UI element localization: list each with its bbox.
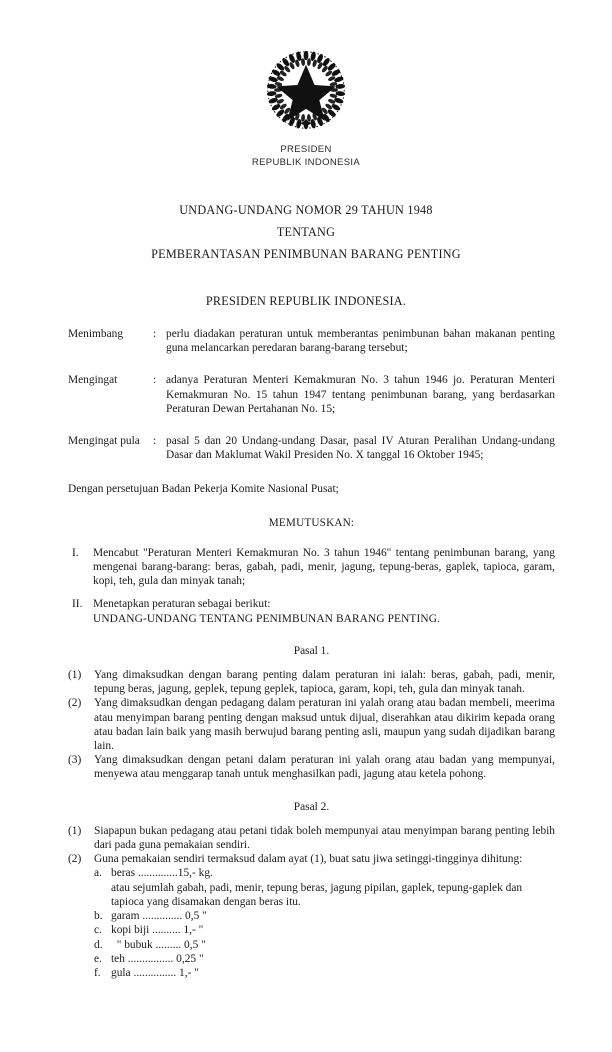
item-marker: (2) — [68, 697, 82, 710]
item-text: Siapapun bukan pedagang atau petani tidak boleh mempunyai atau menyimpan barang penting lebih dari pada guna pemakaian sendiri. — [94, 824, 555, 852]
title-subject: PEMBERANTASAN PENIMBUNAN BARANG PENTING — [151, 247, 461, 261]
pasal-2-items — [68, 824, 555, 867]
goods-value: 1,- " — [176, 966, 199, 979]
goods-row — [94, 966, 555, 980]
decision-item — [68, 597, 555, 625]
goods-leader: ............... — [133, 966, 177, 979]
goods-marker: f. — [94, 966, 101, 979]
goods-note: atau sejumlah gabah, padi, menir, tepung beras, jagung pipilan, gaplek, tepung-gaplek dan tapioca yang disamakan dengan beras itu. — [111, 881, 523, 908]
clause-mengingat-pula — [68, 434, 555, 462]
title-tentang: TENTANG — [276, 225, 336, 239]
document-title-block — [0, 199, 612, 265]
pasal-2-item — [68, 852, 555, 866]
decision-marker: II. — [72, 598, 83, 611]
clause-menimbang — [68, 327, 555, 355]
emblem-caption — [0, 144, 612, 169]
document-page — [0, 44, 612, 1052]
clause-colon: : — [153, 328, 157, 340]
emblem-block — [0, 44, 612, 169]
emblem-caption-line1: PRESIDEN — [280, 144, 332, 155]
decision-item — [68, 546, 555, 589]
clause-label: Menimbang — [68, 328, 124, 340]
goods-leader: .............. — [142, 910, 183, 923]
goods-row — [94, 952, 555, 966]
goods-leader: ......... — [155, 938, 182, 951]
pasal-1-heading: Pasal 1. — [293, 644, 330, 657]
goods-allowance-list — [68, 866, 555, 980]
goods-name: kopi biji — [111, 924, 153, 937]
decision-subtitle: UNDANG-UNDANG TENTANG PENIMBUNAN BARANG PENTING. — [93, 612, 440, 625]
goods-marker: a. — [94, 867, 102, 880]
goods-name: teh — [111, 952, 128, 965]
goods-marker: e. — [94, 952, 102, 965]
goods-row — [94, 909, 555, 923]
item-marker: (1) — [68, 824, 82, 837]
pasal-1-item — [68, 753, 555, 781]
goods-name: gula — [111, 966, 134, 979]
page-title: UNDANG-UNDANG NOMOR 29 TAHUN 1948 — [179, 203, 433, 217]
item-marker: (1) — [68, 669, 82, 682]
clause-colon: : — [153, 435, 157, 448]
pasal-2-heading: Pasal 2. — [293, 800, 330, 813]
decision-marker: I. — [72, 546, 79, 559]
item-marker: (3) — [68, 754, 82, 767]
goods-value: 0,5 " — [181, 938, 206, 951]
clause-mengingat — [68, 373, 555, 416]
item-marker: (2) — [68, 853, 82, 866]
item-text: Guna pemakaian sendiri termaksud dalam ayat (1), buat satu jiwa setinggi-tingginya dihitung: — [94, 853, 523, 866]
clause-label: Mengingat — [68, 374, 118, 387]
goods-name: beras — [111, 867, 138, 880]
decide-heading: MEMUTUSKAN: — [268, 516, 355, 529]
emblem-caption-line2: REPUBLIK INDONESIA — [251, 156, 361, 168]
garuda-star-wreath-icon — [260, 44, 352, 136]
goods-value: 0,5 " — [182, 910, 207, 923]
item-text: Yang dimaksudkan dengan pedagang dalam peraturan ini yalah orang atau badan membeli, meerima atau menyimpan barang penting dengan maksud untuk dijual, diserahkan atau dikirim kepada orang atau badan lain baik yang masih berwujud barang penting asli, maupun yang sudah dijadikan barang lain. — [94, 697, 555, 753]
goods-value: 15,- kg. — [177, 867, 213, 880]
clause-text: perlu diadakan peraturan untuk memberantas penimbunan bahan makanan penting guna melancarkan peredaran barang-barang tersebut; — [166, 328, 555, 355]
clause-text: pasal 5 dan 20 Undang-undang Dasar, pasal IV Aturan Peralihan Undang-undang Dasar dan Maklumat Wakil Presiden No. X tanggal 16 Oktober 1945; — [166, 435, 555, 462]
document-body — [68, 327, 555, 980]
pasal-1-item — [68, 696, 555, 753]
clause-colon: : — [153, 374, 157, 387]
decision-body — [93, 597, 555, 625]
goods-row — [94, 938, 555, 952]
goods-marker: c. — [94, 924, 102, 937]
decision-text: Menetapkan peraturan sebagai berikut: — [93, 598, 271, 611]
item-text: Yang dimaksudkan dengan petani dalam peraturan ini yalah orang atau badan yang mempunyai, menyewa atau menggarap tanah untuk menghasilkan padi, jagung atau ketela pohong. — [94, 754, 555, 781]
clause-text: adanya Peraturan Menteri Kemakmuran No. 3 tahun 1946 jo. Peraturan Menteri Kemakmuran No. 15 tahun 1947 tentang penimbunan barang, yang berdasarkan Peraturan Dewan Pertahanan No. 15; — [166, 374, 555, 415]
goods-value: 1,- " — [180, 924, 204, 937]
goods-row — [94, 866, 555, 880]
item-text: Yang dimaksudkan dengan barang penting dalam peraturan ini ialah: beras, gabah, padi, menir, tepung beras, jagung, geplek, tepung geplek, tapioca, garam, kopi, teh, gula dan minyak tanah. — [94, 669, 555, 696]
goods-name: " bubuk — [111, 938, 156, 951]
decisions-list — [68, 546, 555, 626]
issuing-authority: PRESIDEN REPUBLIK INDONESIA. — [205, 294, 407, 308]
goods-marker: b. — [94, 910, 103, 923]
consent-statement: Dengan persetujuan Badan Pekerja Komite Nasional Pusat; — [68, 483, 339, 496]
decision-text: Mencabut "Peraturan Menteri Kemakmuran No. 3 tahun 1946" tentang penimbunan barang, yang mengenai barang-barang: beras, gabah, padi, menir, jagung, tepung-beras, gaplek, tapioca, garam, kopi, teh, gula dan minyak tanah; — [93, 546, 555, 588]
goods-row — [94, 923, 555, 937]
goods-leader: .......... — [152, 924, 181, 937]
goods-marker: d. — [94, 938, 103, 951]
goods-leader: ................ — [127, 952, 174, 965]
clause-label: Mengingat pula — [68, 435, 140, 448]
goods-name: garam — [111, 910, 143, 923]
pasal-1-item — [68, 668, 555, 696]
pasal-2-item — [68, 824, 555, 852]
pasal-1-items — [68, 668, 555, 782]
goods-leader: .............. — [137, 867, 178, 880]
goods-value: 0,25 " — [173, 952, 204, 965]
